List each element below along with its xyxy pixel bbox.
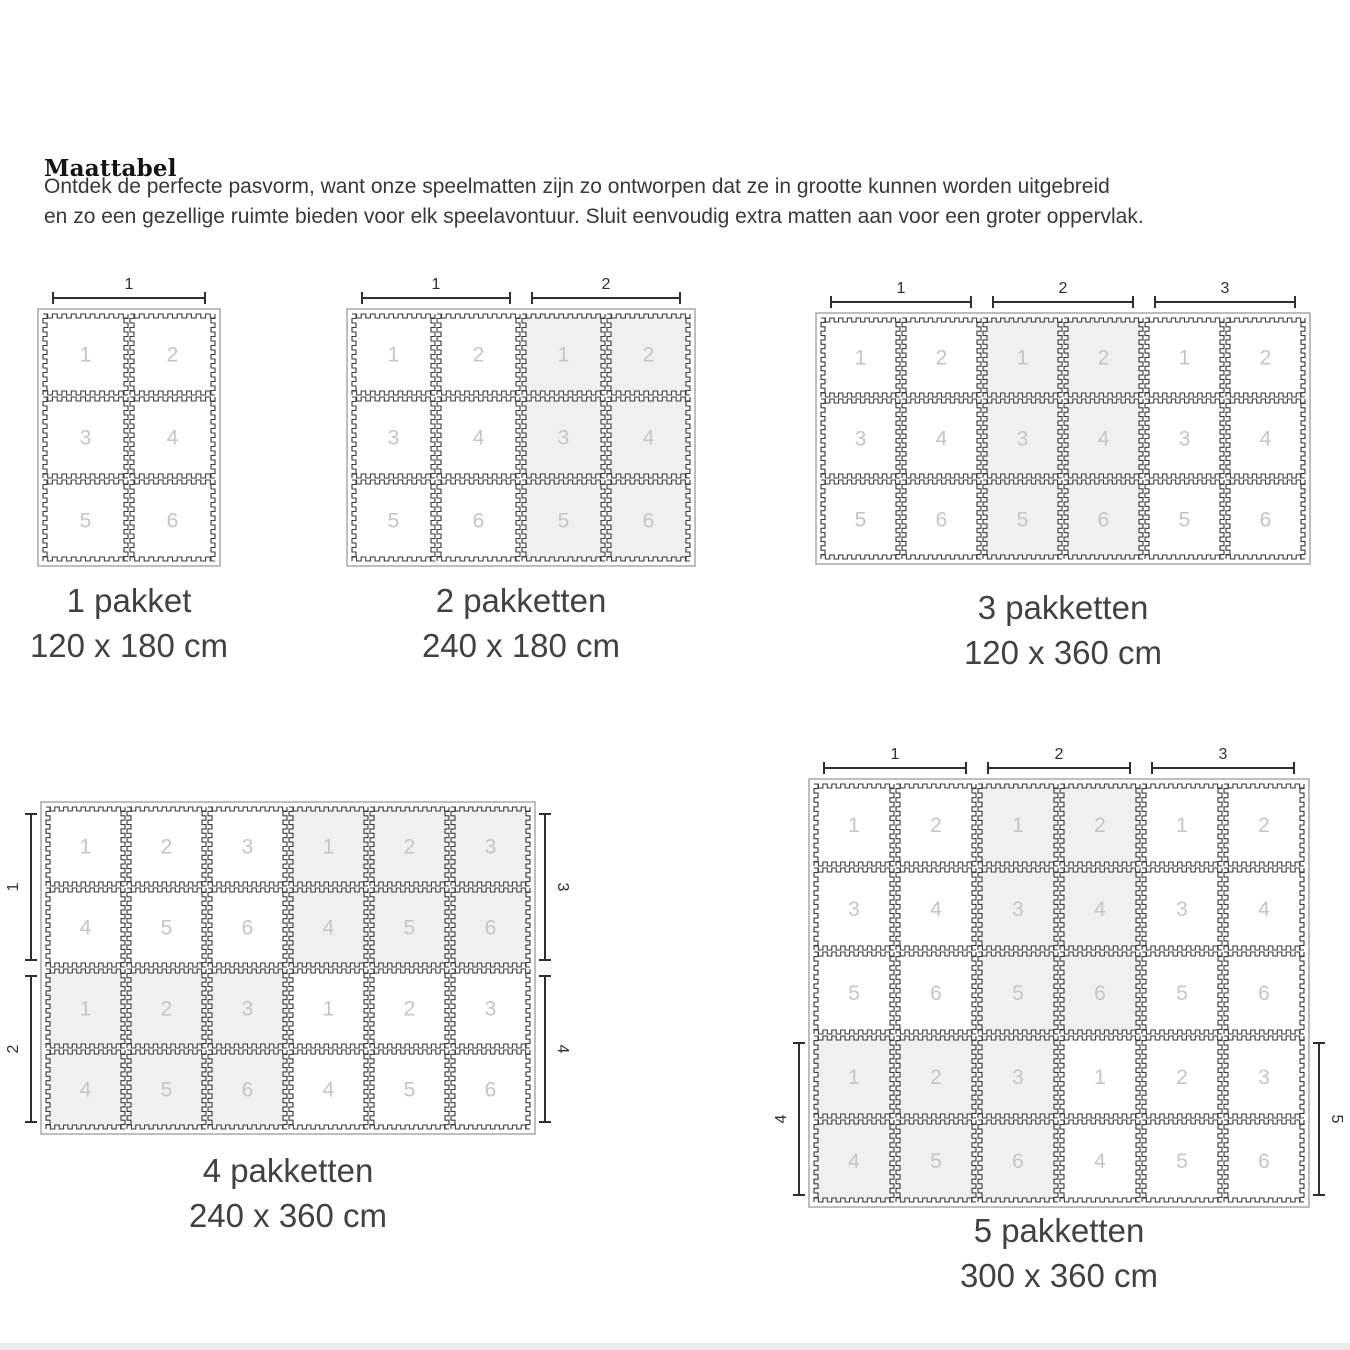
tile-number: 6 bbox=[1259, 508, 1272, 532]
bracket-label: 2 bbox=[1058, 280, 1068, 297]
tile-number: 4 bbox=[472, 426, 485, 450]
bracket-label: 3 bbox=[554, 882, 571, 892]
tile-number: 1 bbox=[557, 343, 570, 367]
page-title: Maattabel bbox=[44, 155, 177, 183]
dimension-bracket bbox=[988, 762, 1130, 774]
tile-number: 3 bbox=[387, 426, 400, 450]
bracket-label: 4 bbox=[773, 1114, 790, 1124]
bracket-label: 1 bbox=[890, 746, 900, 763]
bracket-label: 1 bbox=[896, 280, 906, 297]
bracket-label: 2 bbox=[5, 1044, 22, 1054]
tile-number: 4 bbox=[935, 427, 948, 451]
tile-number: 3 bbox=[1178, 427, 1191, 451]
tile-number: 6 bbox=[1258, 982, 1270, 1005]
tile-number: 6 bbox=[642, 509, 655, 533]
tile-number: 1 bbox=[387, 343, 400, 367]
tile-number: 5 bbox=[1178, 508, 1191, 532]
intro-line-1: Ontdek de perfecte pasvorm, want onze speelmatten zijn zo ontworpen dat ze in grootte kunnen worden uitgebreid bbox=[44, 175, 1110, 198]
diagram-1-mat bbox=[38, 276, 220, 566]
tile-number: 1 bbox=[79, 343, 92, 367]
dimension-bracket bbox=[793, 1043, 805, 1195]
diagram-4-size: 240 x 360 cm bbox=[188, 1197, 388, 1234]
tile-number: 5 bbox=[387, 509, 400, 533]
tile-number: 3 bbox=[484, 997, 497, 1021]
diagram-3-label bbox=[853, 585, 1273, 675]
tile-number: 1 bbox=[322, 835, 335, 859]
diagram-5-size: 300 x 360 cm bbox=[959, 1257, 1159, 1294]
tile-number: 1 bbox=[79, 835, 92, 859]
tile-number: 4 bbox=[322, 1078, 335, 1102]
dimension-bracket bbox=[362, 292, 510, 304]
tile-number: 2 bbox=[935, 346, 948, 370]
tile-number: 5 bbox=[160, 916, 173, 940]
diagram-1-name: 1 pakket bbox=[66, 582, 192, 619]
tile-number: 4 bbox=[166, 426, 179, 450]
diagram-2-name: 2 pakketten bbox=[435, 582, 607, 619]
tile-number: 4 bbox=[79, 916, 92, 940]
next-section-edge bbox=[0, 1343, 1350, 1350]
tile-number: 5 bbox=[557, 509, 570, 533]
dimension-bracket bbox=[1155, 296, 1295, 308]
diagram-3-mat bbox=[816, 280, 1310, 564]
tile-number: 5 bbox=[1012, 982, 1024, 1005]
tile-number: 2 bbox=[1097, 346, 1110, 370]
tile-number: 3 bbox=[484, 835, 497, 859]
dimension-bracket bbox=[993, 296, 1133, 308]
tile-number: 5 bbox=[403, 1078, 416, 1102]
tile-number: 2 bbox=[1259, 346, 1272, 370]
tile-number: 4 bbox=[1258, 898, 1270, 921]
tile-number: 1 bbox=[1094, 1066, 1106, 1089]
tile-number: 2 bbox=[472, 343, 485, 367]
tile-number: 6 bbox=[484, 916, 497, 940]
tile-number: 3 bbox=[848, 898, 860, 921]
tile-number: 4 bbox=[79, 1078, 92, 1102]
dimension-bracket bbox=[1313, 1043, 1325, 1195]
tile-number: 6 bbox=[484, 1078, 497, 1102]
tile-number: 4 bbox=[1094, 898, 1106, 921]
diagram-3-size: 120 x 360 cm bbox=[963, 634, 1163, 671]
tile-number: 3 bbox=[1012, 898, 1024, 921]
tile-number: 1 bbox=[322, 997, 335, 1021]
diagram-4-label bbox=[78, 1148, 498, 1238]
bracket-label: 4 bbox=[554, 1044, 571, 1054]
tile-number: 6 bbox=[472, 509, 485, 533]
dimension-bracket bbox=[831, 296, 971, 308]
bracket-label: 1 bbox=[431, 276, 441, 293]
dimension-bracket bbox=[25, 814, 37, 960]
tile-number: 1 bbox=[79, 997, 92, 1021]
dimension-bracket bbox=[539, 976, 551, 1122]
tile-number: 4 bbox=[642, 426, 655, 450]
dimension-bracket bbox=[539, 814, 551, 960]
tile-number: 2 bbox=[160, 997, 173, 1021]
diagram-4-name: 4 pakketten bbox=[202, 1152, 374, 1189]
tile-number: 2 bbox=[403, 835, 416, 859]
dimension-bracket bbox=[824, 762, 966, 774]
tile-number: 3 bbox=[241, 997, 254, 1021]
dimension-bracket bbox=[25, 976, 37, 1122]
diagram-3-name: 3 pakketten bbox=[977, 589, 1149, 626]
tile-number: 5 bbox=[403, 916, 416, 940]
diagram-5-label bbox=[849, 1208, 1269, 1298]
tile-number: 1 bbox=[1178, 346, 1191, 370]
tile-number: 5 bbox=[848, 982, 860, 1005]
tile-number: 3 bbox=[557, 426, 570, 450]
tile-number: 1 bbox=[848, 814, 860, 837]
tile-number: 3 bbox=[1176, 898, 1188, 921]
tile-number: 6 bbox=[241, 916, 254, 940]
tile-number: 3 bbox=[241, 835, 254, 859]
bracket-label: 3 bbox=[1218, 746, 1228, 763]
bracket-label: 3 bbox=[1220, 280, 1230, 297]
bracket-label: 1 bbox=[5, 882, 22, 892]
tile-number: 2 bbox=[930, 1066, 942, 1089]
diagram-1-size: 120 x 180 cm bbox=[29, 627, 229, 664]
tile-number: 1 bbox=[1012, 814, 1024, 837]
tile-number: 5 bbox=[930, 1150, 942, 1173]
tile-number: 3 bbox=[79, 426, 92, 450]
tile-number: 6 bbox=[930, 982, 942, 1005]
tile-number: 3 bbox=[1012, 1066, 1024, 1089]
tile-number: 4 bbox=[322, 916, 335, 940]
tile-number: 3 bbox=[1258, 1066, 1270, 1089]
bracket-label: 2 bbox=[601, 276, 611, 293]
diagram-2-mat bbox=[347, 276, 695, 566]
tile-number: 5 bbox=[160, 1078, 173, 1102]
tile-number: 5 bbox=[1176, 1150, 1188, 1173]
tile-number: 1 bbox=[1016, 346, 1029, 370]
tile-number: 6 bbox=[935, 508, 948, 532]
tile-number: 5 bbox=[854, 508, 867, 532]
intro-line-2: en zo een gezellige ruimte bieden voor elk speelavontuur. Sluit eenvoudig extra matten aan voor een groter oppervlak. bbox=[44, 205, 1144, 228]
diagram-4-mat bbox=[5, 802, 571, 1134]
tile-number: 6 bbox=[241, 1078, 254, 1102]
tile-number: 1 bbox=[854, 346, 867, 370]
tile-number: 4 bbox=[1097, 427, 1110, 451]
tile-number: 4 bbox=[1094, 1150, 1106, 1173]
tile-number: 5 bbox=[1016, 508, 1029, 532]
diagram-5-mat bbox=[773, 746, 1345, 1207]
diagram-1-label bbox=[0, 578, 339, 668]
diagram-2-size: 240 x 180 cm bbox=[421, 627, 621, 664]
tile-number: 2 bbox=[166, 343, 179, 367]
tile-number: 3 bbox=[1016, 427, 1029, 451]
tile-number: 5 bbox=[1176, 982, 1188, 1005]
bracket-label: 1 bbox=[124, 276, 134, 293]
tile-number: 1 bbox=[1176, 814, 1188, 837]
diagram-2-label bbox=[311, 578, 731, 668]
tile-number: 2 bbox=[1094, 814, 1106, 837]
tile-number: 6 bbox=[166, 509, 179, 533]
tile-number: 2 bbox=[160, 835, 173, 859]
tile-number: 6 bbox=[1258, 1150, 1270, 1173]
tile-number: 1 bbox=[848, 1066, 860, 1089]
tile-number: 6 bbox=[1097, 508, 1110, 532]
tile-number: 2 bbox=[1258, 814, 1270, 837]
dimension-bracket bbox=[532, 292, 680, 304]
dimension-bracket bbox=[53, 292, 205, 304]
bracket-label: 5 bbox=[1328, 1114, 1345, 1124]
tile-number: 6 bbox=[1094, 982, 1106, 1005]
tile-number: 3 bbox=[854, 427, 867, 451]
tile-number: 4 bbox=[1259, 427, 1272, 451]
bracket-label: 2 bbox=[1054, 746, 1064, 763]
tile-number: 2 bbox=[1176, 1066, 1188, 1089]
tile-number: 6 bbox=[1012, 1150, 1024, 1173]
tile-number: 5 bbox=[79, 509, 92, 533]
tile-number: 2 bbox=[403, 997, 416, 1021]
tile-number: 2 bbox=[642, 343, 655, 367]
dimension-bracket bbox=[1152, 762, 1294, 774]
tile-number: 4 bbox=[930, 898, 942, 921]
tile-number: 2 bbox=[930, 814, 942, 837]
diagram-5-name: 5 pakketten bbox=[973, 1212, 1145, 1249]
tile-number: 4 bbox=[848, 1150, 860, 1173]
